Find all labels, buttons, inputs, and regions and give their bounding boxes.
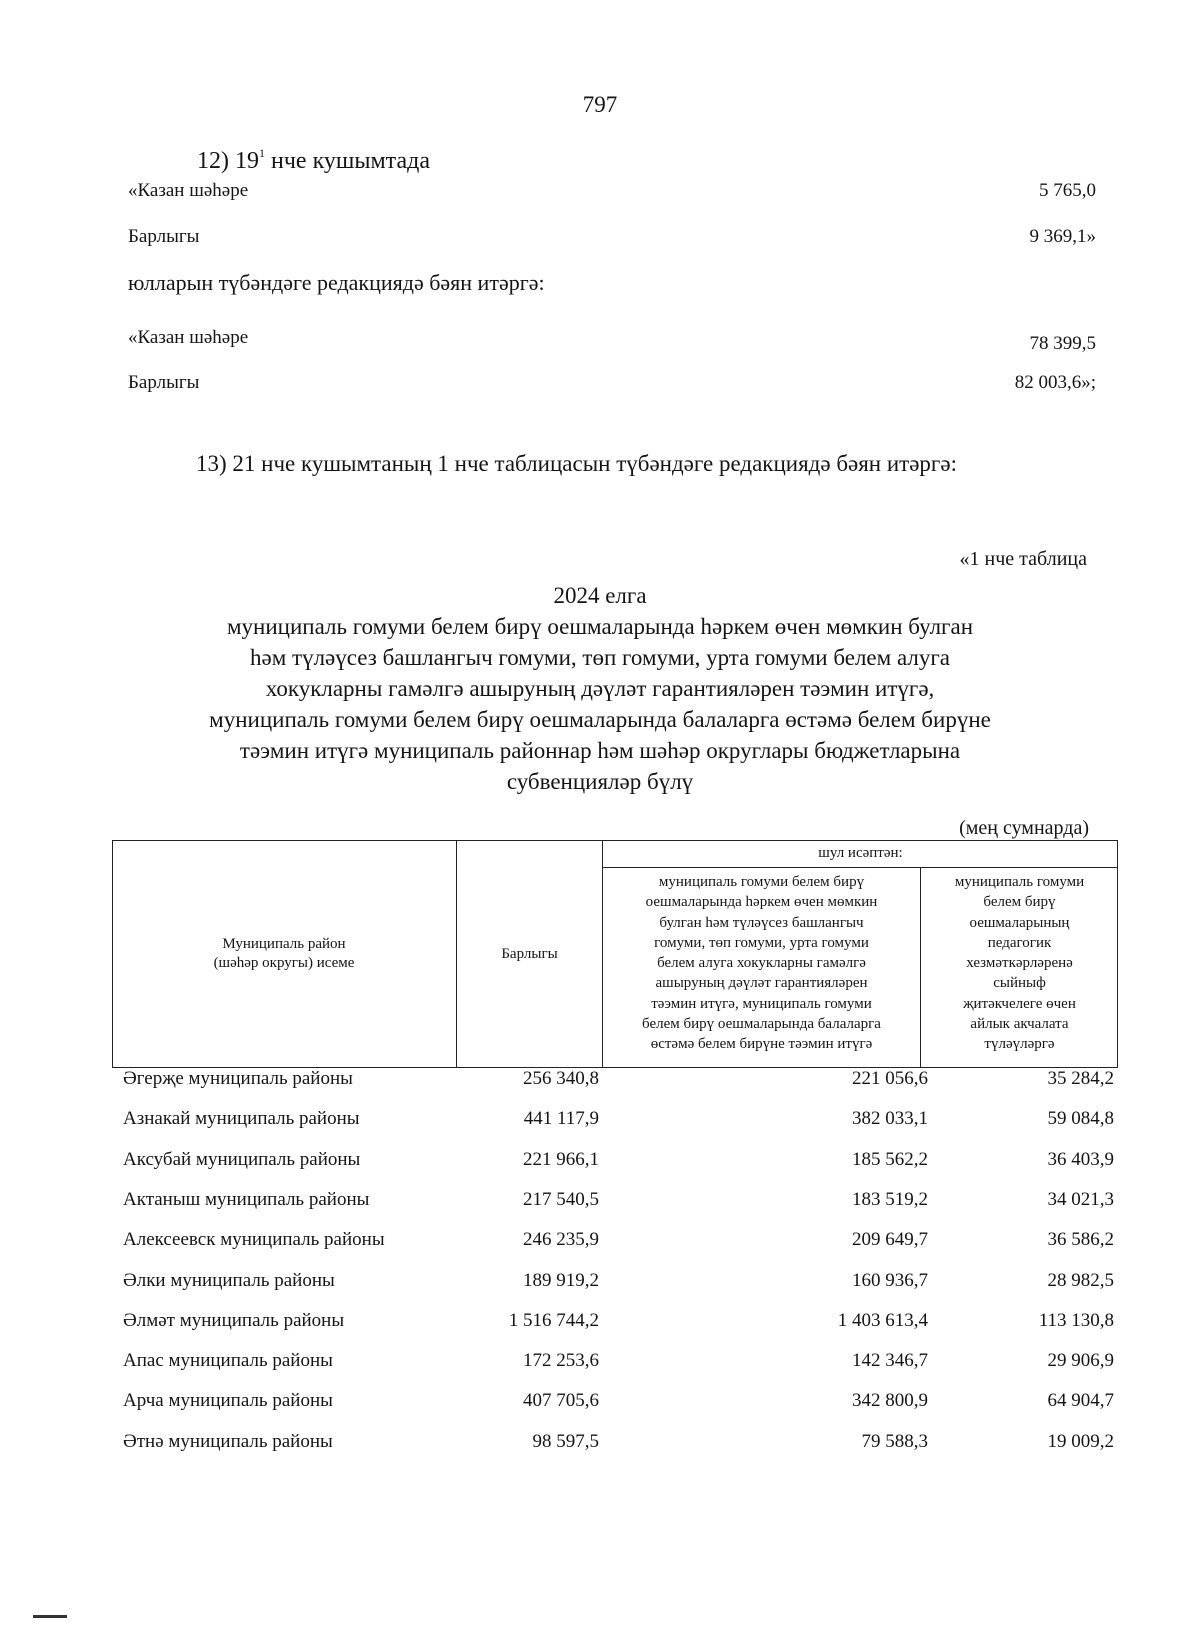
title-line: һәм түләүсез башлангыч гомуми, төп гомуми, урта гомуми белем алуга: [250, 645, 950, 670]
old-kazan-value: 5 765,0: [1039, 180, 1096, 201]
district-name-cell: Аксубай муниципаль районы: [123, 1148, 361, 1170]
table-row: [0, 1270, 1200, 1308]
class-teacher-payment-cell: 35 284,2: [1047, 1068, 1114, 1089]
district-name-cell: Арча муниципаль районы: [123, 1390, 333, 1412]
replace-sentence: юлларын түбәндәге редакциядә бәян итәргә:: [128, 270, 545, 295]
item-12-heading: [197, 146, 430, 175]
table-reference: «1 нче таблица: [959, 548, 1087, 570]
total-cell: 172 253,6: [523, 1350, 599, 1372]
guarantee-subvention-cell: 79 588,3: [861, 1430, 928, 1452]
new-kazan-value: 78 399,5: [1029, 333, 1096, 354]
table-row: [0, 1431, 1200, 1469]
table-row: [0, 1149, 1200, 1187]
district-name-cell: Әтнә муниципаль районы: [123, 1430, 333, 1452]
district-name-cell: Алексеевск муниципаль районы: [123, 1229, 385, 1251]
guarantee-subvention-cell: 160 936,7: [852, 1269, 928, 1291]
district-name-cell: Әлки муниципаль районы: [123, 1269, 335, 1291]
class-teacher-payment-cell: 34 021,3: [1047, 1188, 1114, 1210]
item-12-number: 12) 19: [197, 148, 259, 174]
table-row: [0, 1310, 1200, 1348]
guarantee-subvention-cell: 142 346,7: [852, 1350, 928, 1372]
table-row: [0, 1108, 1200, 1146]
table-row: [0, 1189, 1200, 1227]
guarantee-subvention-cell: 185 562,2: [852, 1148, 928, 1170]
total-cell: 407 705,6: [523, 1390, 599, 1412]
old-total-value: 9 369,1»: [1029, 226, 1096, 247]
new-kazan-label: «Казан шәһәре: [128, 327, 249, 348]
item-12-superscript: 1: [259, 146, 265, 160]
class-teacher-payment-cell: 36 403,9: [1047, 1148, 1114, 1170]
total-cell: 441 117,9: [523, 1108, 599, 1130]
district-name-cell: Азнакай муниципаль районы: [123, 1108, 360, 1130]
district-name-cell: Апас муниципаль районы: [123, 1350, 333, 1372]
scan-edge-mark: [33, 1615, 67, 1618]
title-line: 2024 елга: [553, 583, 647, 608]
total-cell: 98 597,5: [532, 1430, 599, 1452]
total-cell: 217 540,5: [523, 1188, 599, 1210]
table-row: [0, 1350, 1200, 1388]
title-line: субвенцияләр бүлү: [506, 769, 694, 794]
class-teacher-payment-cell: 19 009,2: [1047, 1430, 1114, 1452]
class-teacher-payment-cell: 64 904,7: [1047, 1390, 1114, 1412]
guarantee-subvention-cell: 209 649,7: [852, 1229, 928, 1251]
table-row: [0, 1068, 1200, 1106]
table-row: [0, 1229, 1200, 1267]
class-teacher-payment-cell: 59 084,8: [1047, 1108, 1114, 1130]
class-teacher-payment-cell: 28 982,5: [1047, 1269, 1114, 1291]
new-total-value: 82 003,6»;: [1014, 372, 1096, 393]
table-header: [112, 840, 1118, 1068]
header-total: Барлыгы: [501, 945, 558, 962]
district-name-cell: Әлмәт муниципаль районы: [123, 1309, 345, 1331]
title-line: хокукларны гамәлгә ашыруның дәүләт гарантияләрен тәэмин итүгә,: [265, 676, 935, 701]
item-12-text: нче кушымтада: [265, 148, 430, 174]
header-divider: [602, 867, 1118, 868]
guarantee-subvention-cell: 221 056,6: [852, 1068, 928, 1089]
old-kazan-label: «Казан шәһәре: [128, 180, 249, 201]
total-cell: 221 966,1: [523, 1148, 599, 1170]
class-teacher-payment-cell: 113 130,8: [1038, 1309, 1114, 1331]
guarantee-subvention-cell: 382 033,1: [852, 1108, 928, 1130]
units-label: (мең сумнарда): [959, 817, 1089, 839]
class-teacher-payment-cell: 36 586,2: [1047, 1229, 1114, 1251]
header-including: шул исәптән:: [818, 845, 903, 861]
new-total-label: Барлыгы: [128, 372, 200, 393]
total-cell: 256 340,8: [523, 1068, 599, 1089]
title-line: тәэмин итүгә муниципаль районнар һәм шәһәр округлары бюджетларына: [239, 738, 961, 763]
old-total-label: Барлыгы: [128, 226, 200, 247]
header-col-a: муниципаль гомуми белем бирү оешмаларында һәркем өчен мөмкин булган һәм түләүсез башлангыч гомуми, төп гомуми, урта гомуми белем алуга хокукларны гамәлгә ашыруның дәүләт гарантияләрен тәэмин итүгә, муниципаль гомуми белем бирү оешмаларында балаларга өстәмә белем бирүне тәэмин итүгә: [642, 874, 881, 1053]
header-col-b: муниципаль гомуми белем бирү оешмаларының педагогик хезмәткәрләренә сыйныф җитәкчелеге өчен айлык акчалата түләүләргә: [954, 874, 1085, 1053]
class-teacher-payment-cell: 29 906,9: [1047, 1350, 1114, 1372]
total-cell: 189 919,2: [523, 1269, 599, 1291]
guarantee-subvention-cell: 1 403 613,4: [837, 1309, 928, 1331]
title-line: муниципаль гомуми белем бирү оешмаларында балаларга өстәмә белем бирүне: [209, 707, 991, 732]
guarantee-subvention-cell: 342 800,9: [852, 1390, 928, 1412]
page-number: 797: [582, 92, 618, 117]
header-name: Муниципаль район (шәһәр округы) исеме: [213, 936, 355, 971]
title-line: муниципаль гомуми белем бирү оешмаларында һәркем өчен мөмкин булган: [226, 614, 974, 639]
guarantee-subvention-cell: 183 519,2: [852, 1188, 928, 1210]
table-row: [0, 1390, 1200, 1428]
item-13-paragraph: 13) 21 нче кушымтаның 1 нче таблицасын түбәндәге редакциядә бәян итәргә:: [196, 451, 957, 476]
district-name-cell: Актаныш муниципаль районы: [123, 1188, 370, 1210]
total-cell: 1 516 744,2: [508, 1309, 599, 1331]
total-cell: 246 235,9: [523, 1229, 599, 1251]
district-name-cell: Әгерҗе муниципаль районы: [123, 1068, 353, 1089]
table-title: [130, 580, 1070, 797]
